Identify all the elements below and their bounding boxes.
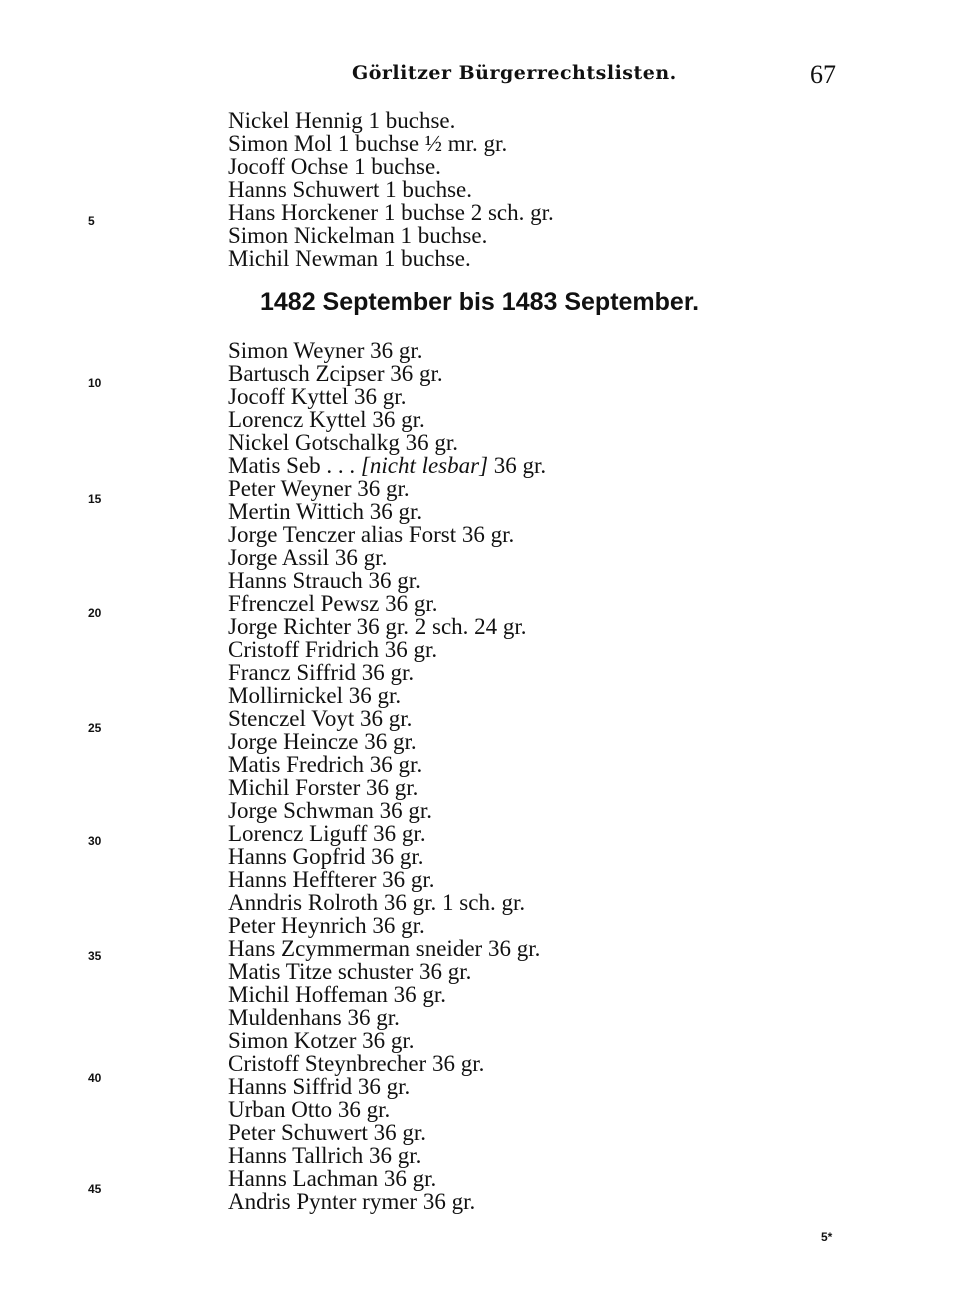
list-item: Jorge Heincze 36 gr. bbox=[228, 729, 417, 754]
entry-amount: 36 gr. bbox=[488, 453, 547, 478]
list-item: Michil Newman 1 buchse. bbox=[228, 246, 471, 271]
entry-list-1 bbox=[228, 109, 554, 270]
signature-mark: 5* bbox=[821, 1230, 833, 1244]
list-item: Simon Kotzer 36 gr. bbox=[228, 1028, 415, 1053]
line-number: 30 bbox=[88, 834, 102, 848]
list-item: Stenczel Voyt 36 gr. bbox=[228, 706, 413, 731]
list-item: Michil Forster 36 gr. bbox=[228, 775, 419, 800]
list-item: Simon Mol 1 buchse ½ mr. gr. bbox=[228, 131, 508, 156]
line-number: 20 bbox=[88, 606, 102, 620]
entry-text: Matis Seb . . . bbox=[228, 453, 361, 478]
running-header-title: Görlitzer Bürgerrechtslisten. bbox=[352, 62, 677, 84]
list-item: Andris Pynter rymer 36 gr. bbox=[228, 1189, 476, 1214]
entry-list-2 bbox=[228, 339, 546, 1213]
list-item: Anndris Rolroth 36 gr. 1 sch. gr. bbox=[228, 890, 526, 915]
list-item: Mertin Wittich 36 gr. bbox=[228, 499, 423, 524]
list-item: Matis Fredrich 36 gr. bbox=[228, 752, 423, 777]
list-item: Hanns Schuwert 1 buchse. bbox=[228, 177, 473, 202]
list-item: Hanns Tallrich 36 gr. bbox=[228, 1143, 422, 1168]
list-item-illegible bbox=[228, 454, 546, 477]
list-item: Jorge Assil 36 gr. bbox=[228, 545, 388, 570]
list-item: Simon Weyner 36 gr. bbox=[228, 338, 423, 363]
list-item: Hanns Strauch 36 gr. bbox=[228, 568, 421, 593]
editorial-note: [nicht lesbar] bbox=[360, 453, 489, 478]
list-item: Jocoff Kyttel 36 gr. bbox=[228, 384, 407, 409]
page-number: 67 bbox=[810, 60, 836, 89]
line-number: 15 bbox=[88, 492, 102, 506]
list-item: Bartusch Zcipser 36 gr. bbox=[228, 361, 443, 386]
list-item: Simon Nickelman 1 buchse. bbox=[228, 223, 488, 248]
line-number: 40 bbox=[88, 1071, 102, 1085]
list-item: Lorencz Kyttel 36 gr. bbox=[228, 407, 425, 432]
list-item: Peter Heynrich 36 gr. bbox=[228, 913, 425, 938]
section-heading: 1482 September bis 1483 September. bbox=[260, 288, 700, 316]
list-item: Cristoff Fridrich 36 gr. bbox=[228, 637, 438, 662]
list-item: Ffrenczel Pewsz 36 gr. bbox=[228, 591, 438, 616]
list-item: Nickel Hennig 1 buchse. bbox=[228, 108, 456, 133]
list-item: Hanns Heffterer 36 gr. bbox=[228, 867, 435, 892]
line-number: 10 bbox=[88, 376, 102, 390]
list-item: Nickel Gotschalkg 36 gr. bbox=[228, 430, 458, 455]
line-number: 45 bbox=[88, 1182, 102, 1196]
list-item: Jorge Schwman 36 gr. bbox=[228, 798, 433, 823]
list-item: Peter Weyner 36 gr. bbox=[228, 476, 410, 501]
list-item: Lorencz Liguff 36 gr. bbox=[228, 821, 426, 846]
list-item: Hanns Lachman 36 gr. bbox=[228, 1166, 437, 1191]
line-number: 25 bbox=[88, 721, 102, 735]
list-item: Jorge Richter 36 gr. 2 sch. 24 gr. bbox=[228, 614, 527, 639]
list-item: Muldenhans 36 gr. bbox=[228, 1005, 400, 1030]
list-item: Michil Hoffeman 36 gr. bbox=[228, 982, 447, 1007]
list-item: Hanns Gopfrid 36 gr. bbox=[228, 844, 424, 869]
list-item: Hans Horckener 1 buchse 2 sch. gr. bbox=[228, 200, 554, 225]
list-item: Matis Titze schuster 36 gr. bbox=[228, 959, 472, 984]
list-item: Mollirnickel 36 gr. bbox=[228, 683, 402, 708]
list-item: Hans Zcymmerman sneider 36 gr. bbox=[228, 936, 541, 961]
list-item: Jocoff Ochse 1 buchse. bbox=[228, 154, 441, 179]
list-item: Hanns Siffrid 36 gr. bbox=[228, 1074, 411, 1099]
line-number: 35 bbox=[88, 949, 102, 963]
list-item: Urban Otto 36 gr. bbox=[228, 1097, 391, 1122]
list-item: Francz Siffrid 36 gr. bbox=[228, 660, 415, 685]
list-item: Cristoff Steynbrecher 36 gr. bbox=[228, 1051, 485, 1076]
list-item: Peter Schuwert 36 gr. bbox=[228, 1120, 427, 1145]
line-number: 5 bbox=[88, 214, 95, 228]
list-item: Jorge Tenczer alias Forst 36 gr. bbox=[228, 522, 515, 547]
